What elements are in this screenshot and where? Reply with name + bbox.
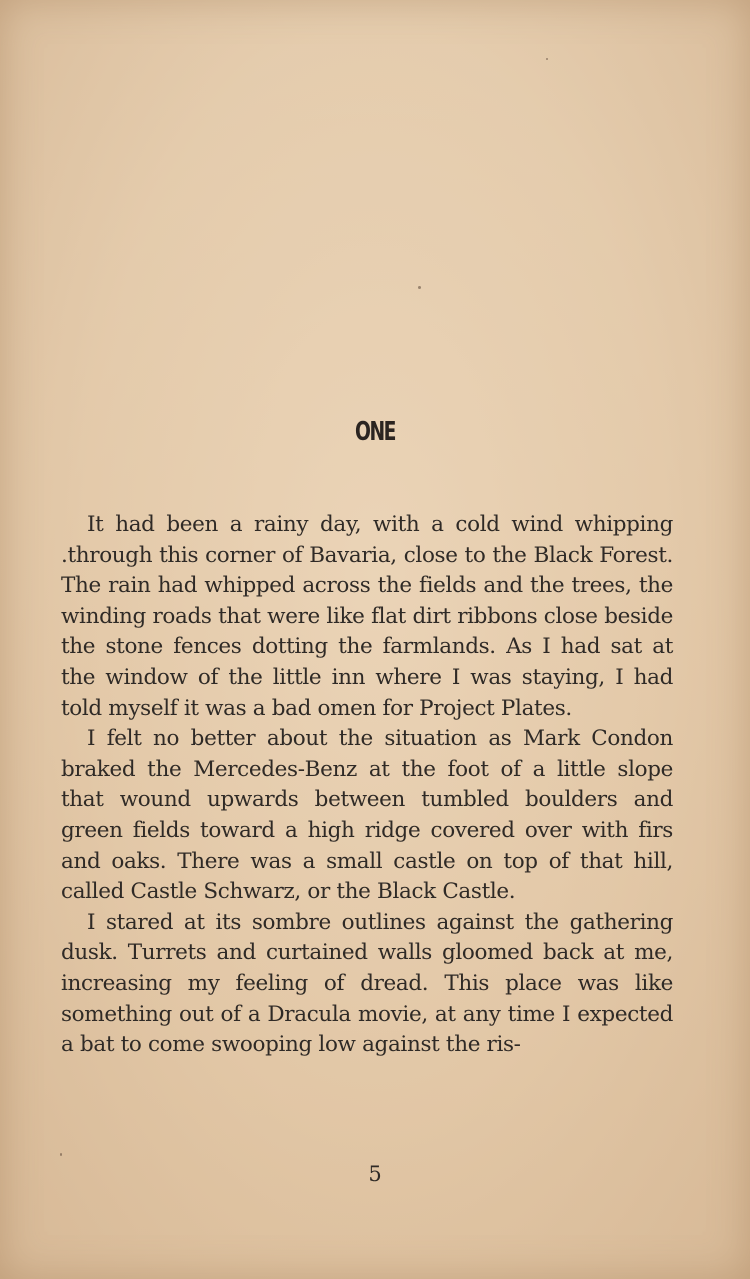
chapter-heading: ONE xyxy=(354,417,396,447)
page-number: 5 xyxy=(368,1162,382,1186)
paper-speck xyxy=(418,286,421,289)
paragraph: It had been a rainy day, with a cold wind whipping .through this corner of Bavaria, close to the Black Forest. The rain had whipped across the fields and the trees, the winding roads that were like flat dirt ribbons close beside the stone fences dotting the farmlands. As I had sat at the window of the little inn where I was staying, I had told myself it was a bad omen for Project Plates. xyxy=(61,512,673,721)
paragraph: I stared at its sombre outlines against the gathering dusk. Turrets and curtained walls gloomed back at me, increasing my feeling of dread. This place was like something out of a Dracula movie, at any time I expected a bat to come swooping low against the ris- xyxy=(61,909,673,1058)
paper-speck xyxy=(60,1153,62,1156)
paper-speck xyxy=(546,58,548,60)
chapter-body xyxy=(61,510,673,1061)
paragraph: I felt no better about the situation as Mark Condon braked the Mercedes-Benz at the foot of a little slope that wound upwards between tumbled boulders and green fields toward a high ridge covered over with firs and oaks. There was a small castle on top of that hill, called Castle Schwarz, or the Black Castle. xyxy=(61,726,673,905)
